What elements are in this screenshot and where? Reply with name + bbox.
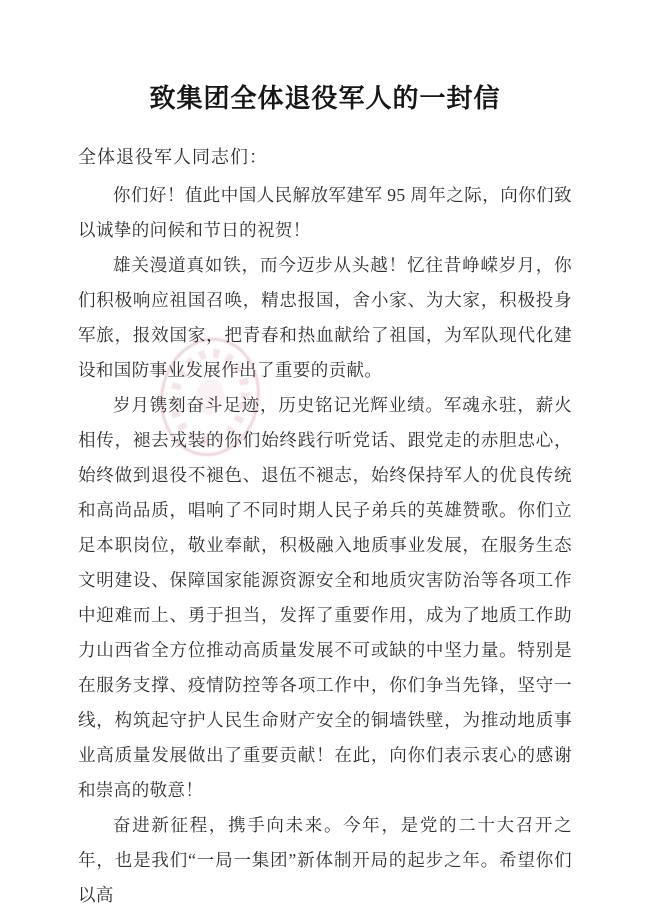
letter-body [78,139,572,913]
letter-title: 致集团全体退役军人的一封信 [149,84,501,113]
letter-salutation: 全体退役军人同志们： [78,147,268,167]
letter-paragraph-1: 你们好！值此中国人民解放军建军 95 周年之际，向你们致以诚挚的问候和节日的祝贺！ [78,185,572,240]
letter-paragraph-4: 奋进新征程，携手向未来。今年，是党的二十大召开之年，也是我们“一局一集团”新体制开局的起步之年。希望你们以高 [78,815,572,905]
letter-paragraph-2: 雄关漫道真如铁，而今迈步从头越！忆往昔峥嵘岁月，你们积极响应祖国召唤，精忠报国，舍小家、为大家，积极投身军旅，报效国家，把青春和热血献给了祖国，为军队现代化建设和国防事业发展作出了重要的贡献。 [78,255,572,380]
letter-paragraph-3: 岁月镌刻奋斗足迹，历史铭记光辉业绩。军魂永驻，薪火相传，褪去戎装的你们始终践行听党话、跟党走的赤胆忠心，始终做到退役不褪色、退伍不褪志，始终保持军人的优良传统和高尚品质，唱响了不同时期人民子弟兵的英雄赞歌。你们立足本职岗位，敬业奉献，积极融入地质事业发展，在服务生态文明建设、保障国家能源资源安全和地质灾害防治等各项工作中迎难而上、勇于担当，发挥了重要作用，成为了地质工作助力山西省全方位推动高质量发展不可或缺的中坚力量。特别是在服务支撑、疫情防控等各项工作中，你们争当先锋，坚守一线，构筑起守护人民生命财产安全的铜墙铁壁，为推动地质事业高质量发展做出了重要贡献！在此，向你们表示衷心的感谢和崇高的敬意！ [78,395,572,800]
